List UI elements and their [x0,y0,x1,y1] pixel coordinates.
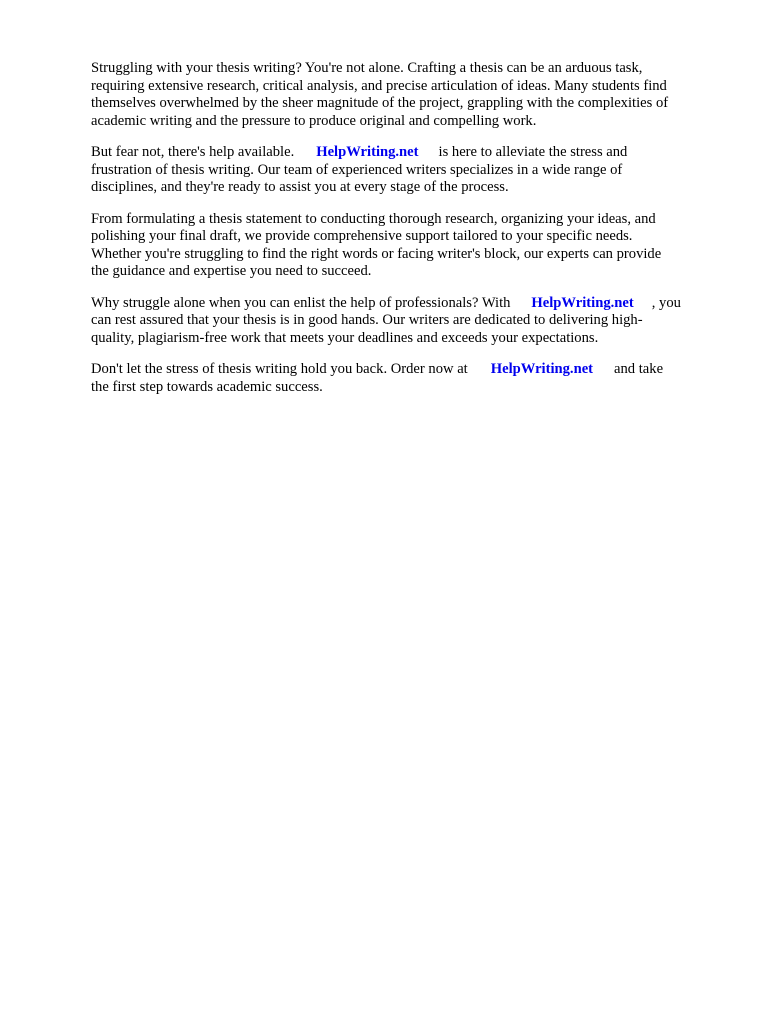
document-page [91,60,727,410]
text-line: disciplines, and they're ready to assist you at every stage of the process. [91,179,509,195]
paragraph-order-now [91,361,727,396]
text-line: Struggling with your thesis writing? You're not alone. Crafting a thesis can be an arduous task, [91,60,643,76]
text-segment: Why struggle alone when you can enlist the help of professionals? With [91,294,511,311]
helpwriting-link[interactable]: HelpWriting.net [490,361,594,377]
paragraph-intro [91,60,727,130]
text-line: frustration of thesis writing. Our team of experienced writers specializes in a wide range of [91,161,623,178]
text-line: themselves overwhelmed by the sheer magnitude of the project, grappling with the complexities of [91,95,669,111]
text-line: the guidance and expertise you need to succeed. [91,263,372,279]
text-line [91,144,727,162]
text-segment: But fear not, there's help available. [91,144,295,160]
paragraph-help-available [91,144,727,197]
text-segment: Don't let the stress of thesis writing hold you back. Order now at [91,361,468,377]
text-line: From formulating a thesis statement to conducting thorough research, organizing your ideas, and [91,210,656,227]
text-line [91,361,727,379]
text-line: polishing your final draft, we provide comprehensive support tailored to your specific needs. [91,228,633,244]
helpwriting-link[interactable]: HelpWriting.net [316,144,419,160]
text-segment: , you [651,294,681,311]
paragraph-support [91,211,727,281]
text-line: quality, plagiarism-free work that meets your deadlines and exceeds your expectations. [91,329,599,346]
text-segment: is here to alleviate the stress and [438,144,628,160]
text-line: can rest assured that your thesis is in good hands. Our writers are dedicated to delivering high- [91,312,643,328]
text-line [91,295,727,313]
paragraph-professionals [91,295,727,348]
text-segment: and take [614,361,664,377]
text-line: Whether you're struggling to find the right words or facing writer's block, our experts can provide [91,245,662,262]
text-line: the first step towards academic success. [91,378,323,395]
text-line: requiring extensive research, critical analysis, and precise articulation of ideas. Many students find [91,77,667,94]
helpwriting-link[interactable]: HelpWriting.net [531,294,634,311]
text-line: academic writing and the pressure to produce original and compelling work. [91,112,537,129]
